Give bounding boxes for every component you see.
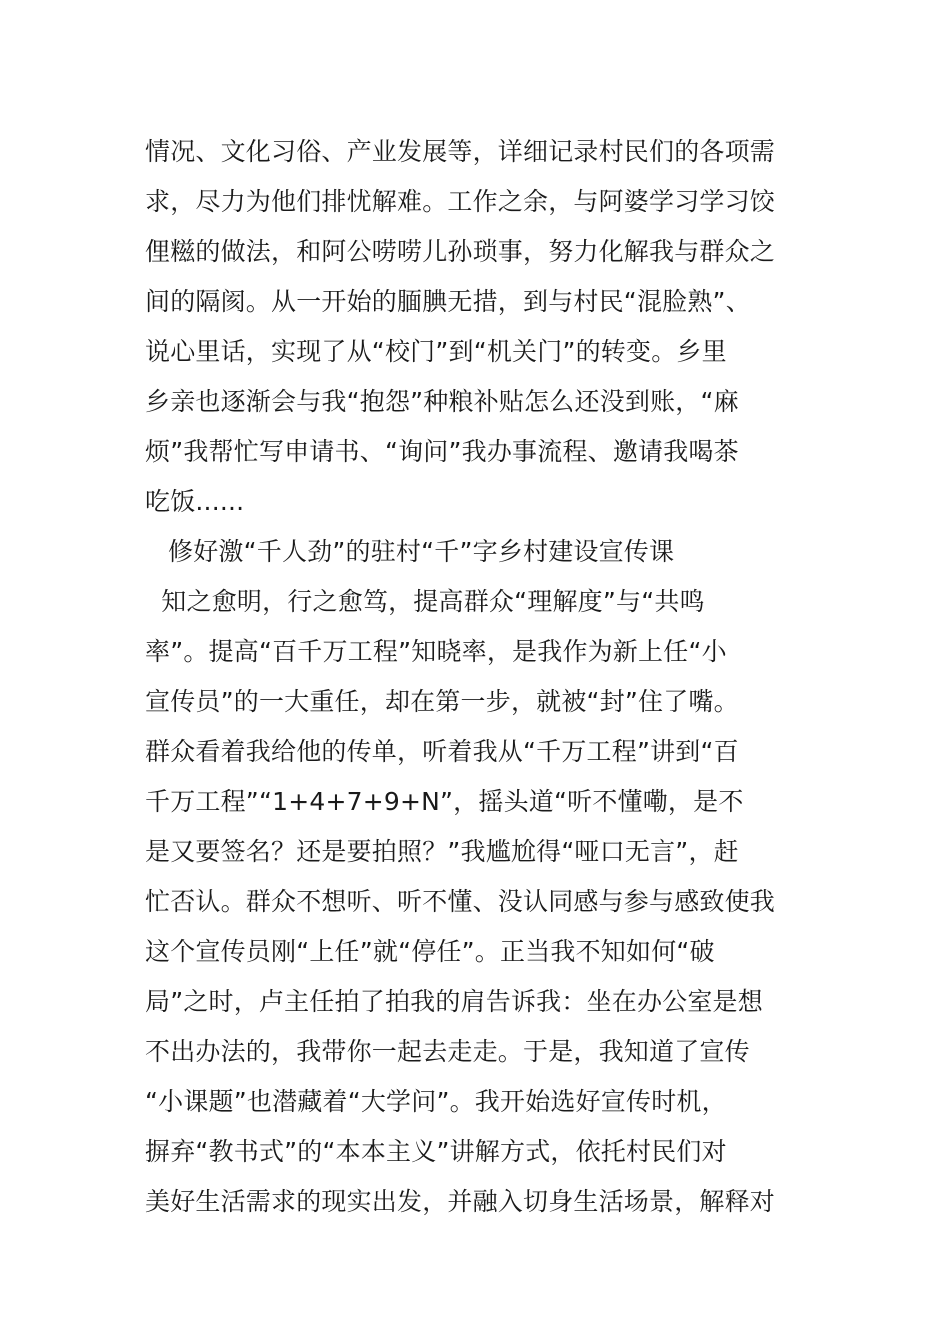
- paragraph-line: 乡亲也逐渐会与我“抱怨”种粮补贴怎么还没到账，“麻: [145, 387, 739, 416]
- paragraph-line: 宣传员”的一大重任，却在第一步，就被“封”住了嘴。: [145, 687, 739, 716]
- paragraph-line: 忙否认。群众不想听、听不懂、没认同感与参与感致使我: [145, 887, 776, 916]
- paragraph-line: 知之愈明，行之愈笃，提高群众“理解度”与“共鸣: [145, 587, 705, 616]
- paragraph-line: 烦”我帮忙写申请书、“询问”我办事流程、邀请我喝茶: [145, 437, 739, 466]
- paragraph-line: 局”之时，卢主任拍了拍我的肩告诉我：坐在办公室是想: [145, 987, 763, 1016]
- section-heading: 修好激“千人劲”的驻村“千”字乡村建设宣传课: [168, 537, 675, 566]
- paragraph-line: 说心里话，实现了从“校门”到“机关门”的转变。乡里: [145, 337, 727, 366]
- paragraph-line: 千万工程”“1+4+7+9+N”，摇头道“听不懂嘞，是不: [145, 787, 744, 816]
- paragraph-line: 群众看着我给他的传单，听着我从“千万工程”讲到“百: [145, 737, 739, 766]
- paragraph-line: 率”。提高“百千万工程”知晓率，是我作为新上任“小: [145, 637, 727, 666]
- paragraph-line: 俚糍的做法，和阿公唠唠儿孙琐事，努力化解我与群众之: [145, 237, 776, 266]
- paragraph-line: 吃饭......: [145, 487, 245, 516]
- paragraph-line: 摒弃“教书式”的“本本主义”讲解方式，依托村民们对: [145, 1137, 727, 1166]
- paragraph-line: 美好生活需求的现实出发，并融入切身生活场景，解释对: [145, 1187, 776, 1216]
- paragraph-line: 这个宣传员刚“上任”就“停任”。正当我不知如何“破: [145, 937, 715, 966]
- paragraph-line: 是又要签名？还是要拍照？”我尴尬得“哑口无言”，赶: [145, 837, 739, 866]
- paragraph-line: “小课题”也潜藏着“大学问”。我开始选好宣传时机，: [145, 1087, 727, 1116]
- paragraph-line: 不出办法的，我带你一起去走走。于是，我知道了宣传: [145, 1037, 750, 1066]
- paragraph-line: 情况、文化习俗、产业发展等，详细记录村民们的各项需: [145, 137, 776, 166]
- paragraph-line: 间的隔阂。从一开始的腼腆无措，到与村民“混脸熟”、: [145, 287, 751, 316]
- paragraph-line: 求，尽力为他们排忧解难。工作之余，与阿婆学习学习饺: [145, 187, 776, 216]
